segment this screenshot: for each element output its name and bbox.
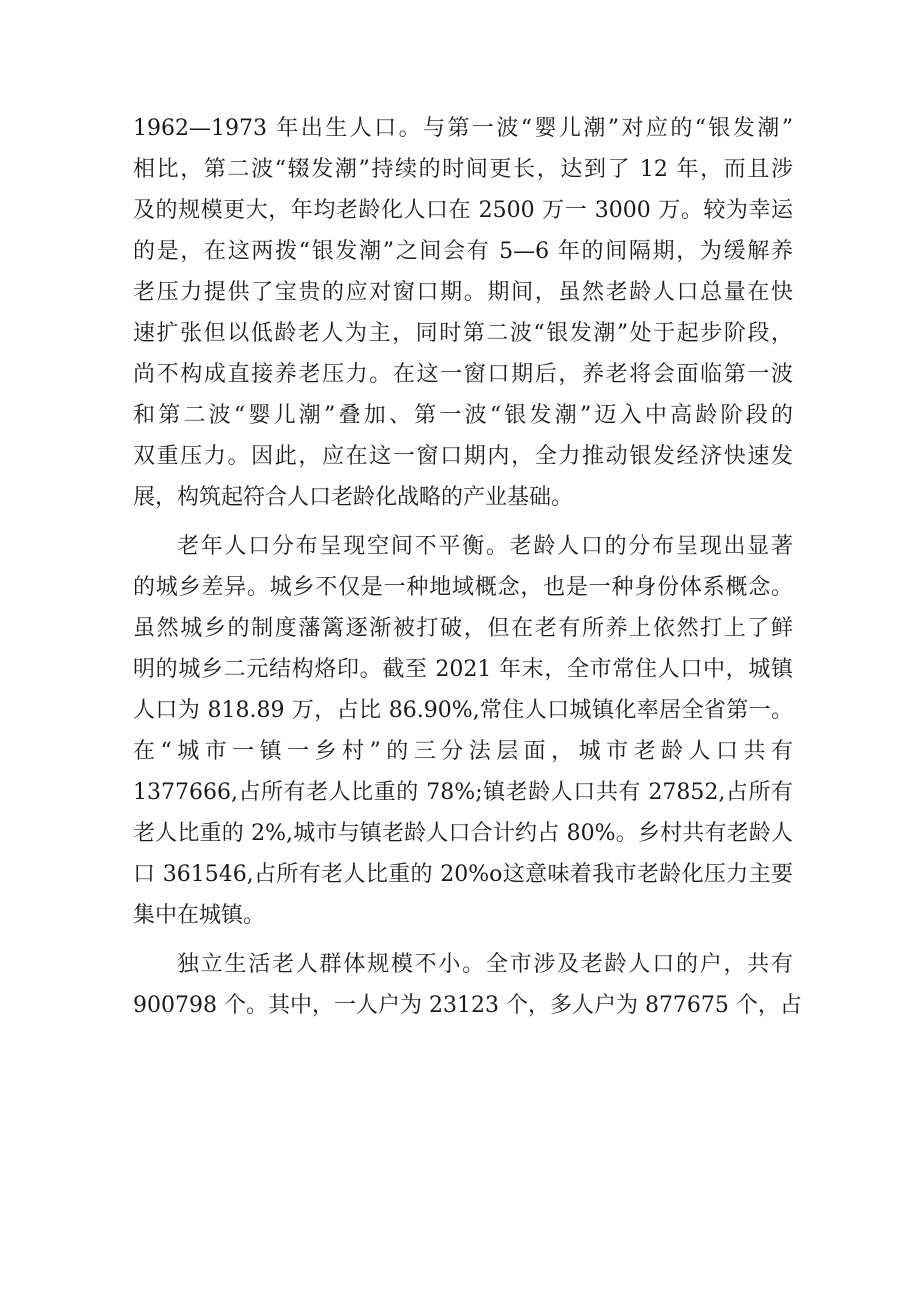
text-line: 明的城乡二元结构烙印。截至 2021 年末，全市常住人口中，城镇 xyxy=(133,657,793,682)
text-line: 900798 个。其中，一人户为 23123 个，多人户为 877675 个，占 xyxy=(133,993,802,1018)
text-line: 的是，在这两拨“银发潮”之间会有 5—6 年的间隔期，为缓解养 xyxy=(133,239,793,264)
text-line: 的城乡差异。城乡不仅是一种地域概念，也是一种身份体系概念。 xyxy=(133,575,793,600)
text-line: 速扩张但以低龄老人为主，同时第二波“银发潮”处于起步阶段， xyxy=(133,321,793,346)
text-line: 1377666,占所有老人比重的 78%;镇老龄人口共有 27852,占所有 xyxy=(133,780,793,805)
text-line: 在“城市一镇一乡村”的三分法层面，城市老龄人口共有 xyxy=(133,739,793,764)
text-line: 虽然城乡的制度藩篱逐渐被打破，但在老有所养上依然打上了鲜 xyxy=(133,616,793,641)
text-line: 独立生活老人群体规模不小。全市涉及老龄人口的户，共有 xyxy=(177,952,793,977)
text-line: 双重压力。因此，应在这一窗口期内，全力推动银发经济快速发 xyxy=(133,444,793,469)
text-line: 口 361546,占所有老人比重的 20%o这意味着我市老龄化压力主要 xyxy=(133,862,793,887)
paragraph-silver-wave xyxy=(133,108,793,518)
paragraph-gap xyxy=(133,518,793,526)
text-line: 尚不构成直接养老压力。在这一窗口期后，养老将会面临第一波 xyxy=(133,362,793,387)
text-line: 集中在城镇。 xyxy=(133,903,266,928)
text-line: 老年人口分布呈现空间不平衡。老龄人口的分布呈现出显著 xyxy=(177,534,793,559)
paragraph-independent-elderly xyxy=(133,944,802,1026)
document-body xyxy=(133,108,802,1026)
text-line: 老人比重的 2%,城市与镇老龄人口合计约占 80%。乡村共有老龄人 xyxy=(133,821,793,846)
text-line: 1962—1973 年出生人口。与第一波“婴儿潮”对应的“银发潮” xyxy=(133,116,793,141)
text-line: 及的规模更大，年均老龄化人口在 2500 万一 3000 万。较为幸运 xyxy=(133,198,793,223)
text-line: 老压力提供了宝贵的应对窗口期。期间，虽然老龄人口总量在快 xyxy=(133,280,793,305)
text-line: 人口为 818.89 万，占比 86.90%,常住人口城镇化率居全省第一。 xyxy=(133,698,793,723)
text-line: 和第二波“婴儿潮”叠加、第一波“银发潮”迈入中高龄阶段的 xyxy=(133,403,793,428)
paragraph-urban-rural xyxy=(133,526,793,936)
text-line: 展，构筑起符合人口老龄化战略的产业基础。 xyxy=(133,485,574,510)
paragraph-gap xyxy=(133,936,793,944)
text-line: 相比，第二波“辍发潮”持续的时间更长，达到了 12 年，而且涉 xyxy=(133,157,793,182)
